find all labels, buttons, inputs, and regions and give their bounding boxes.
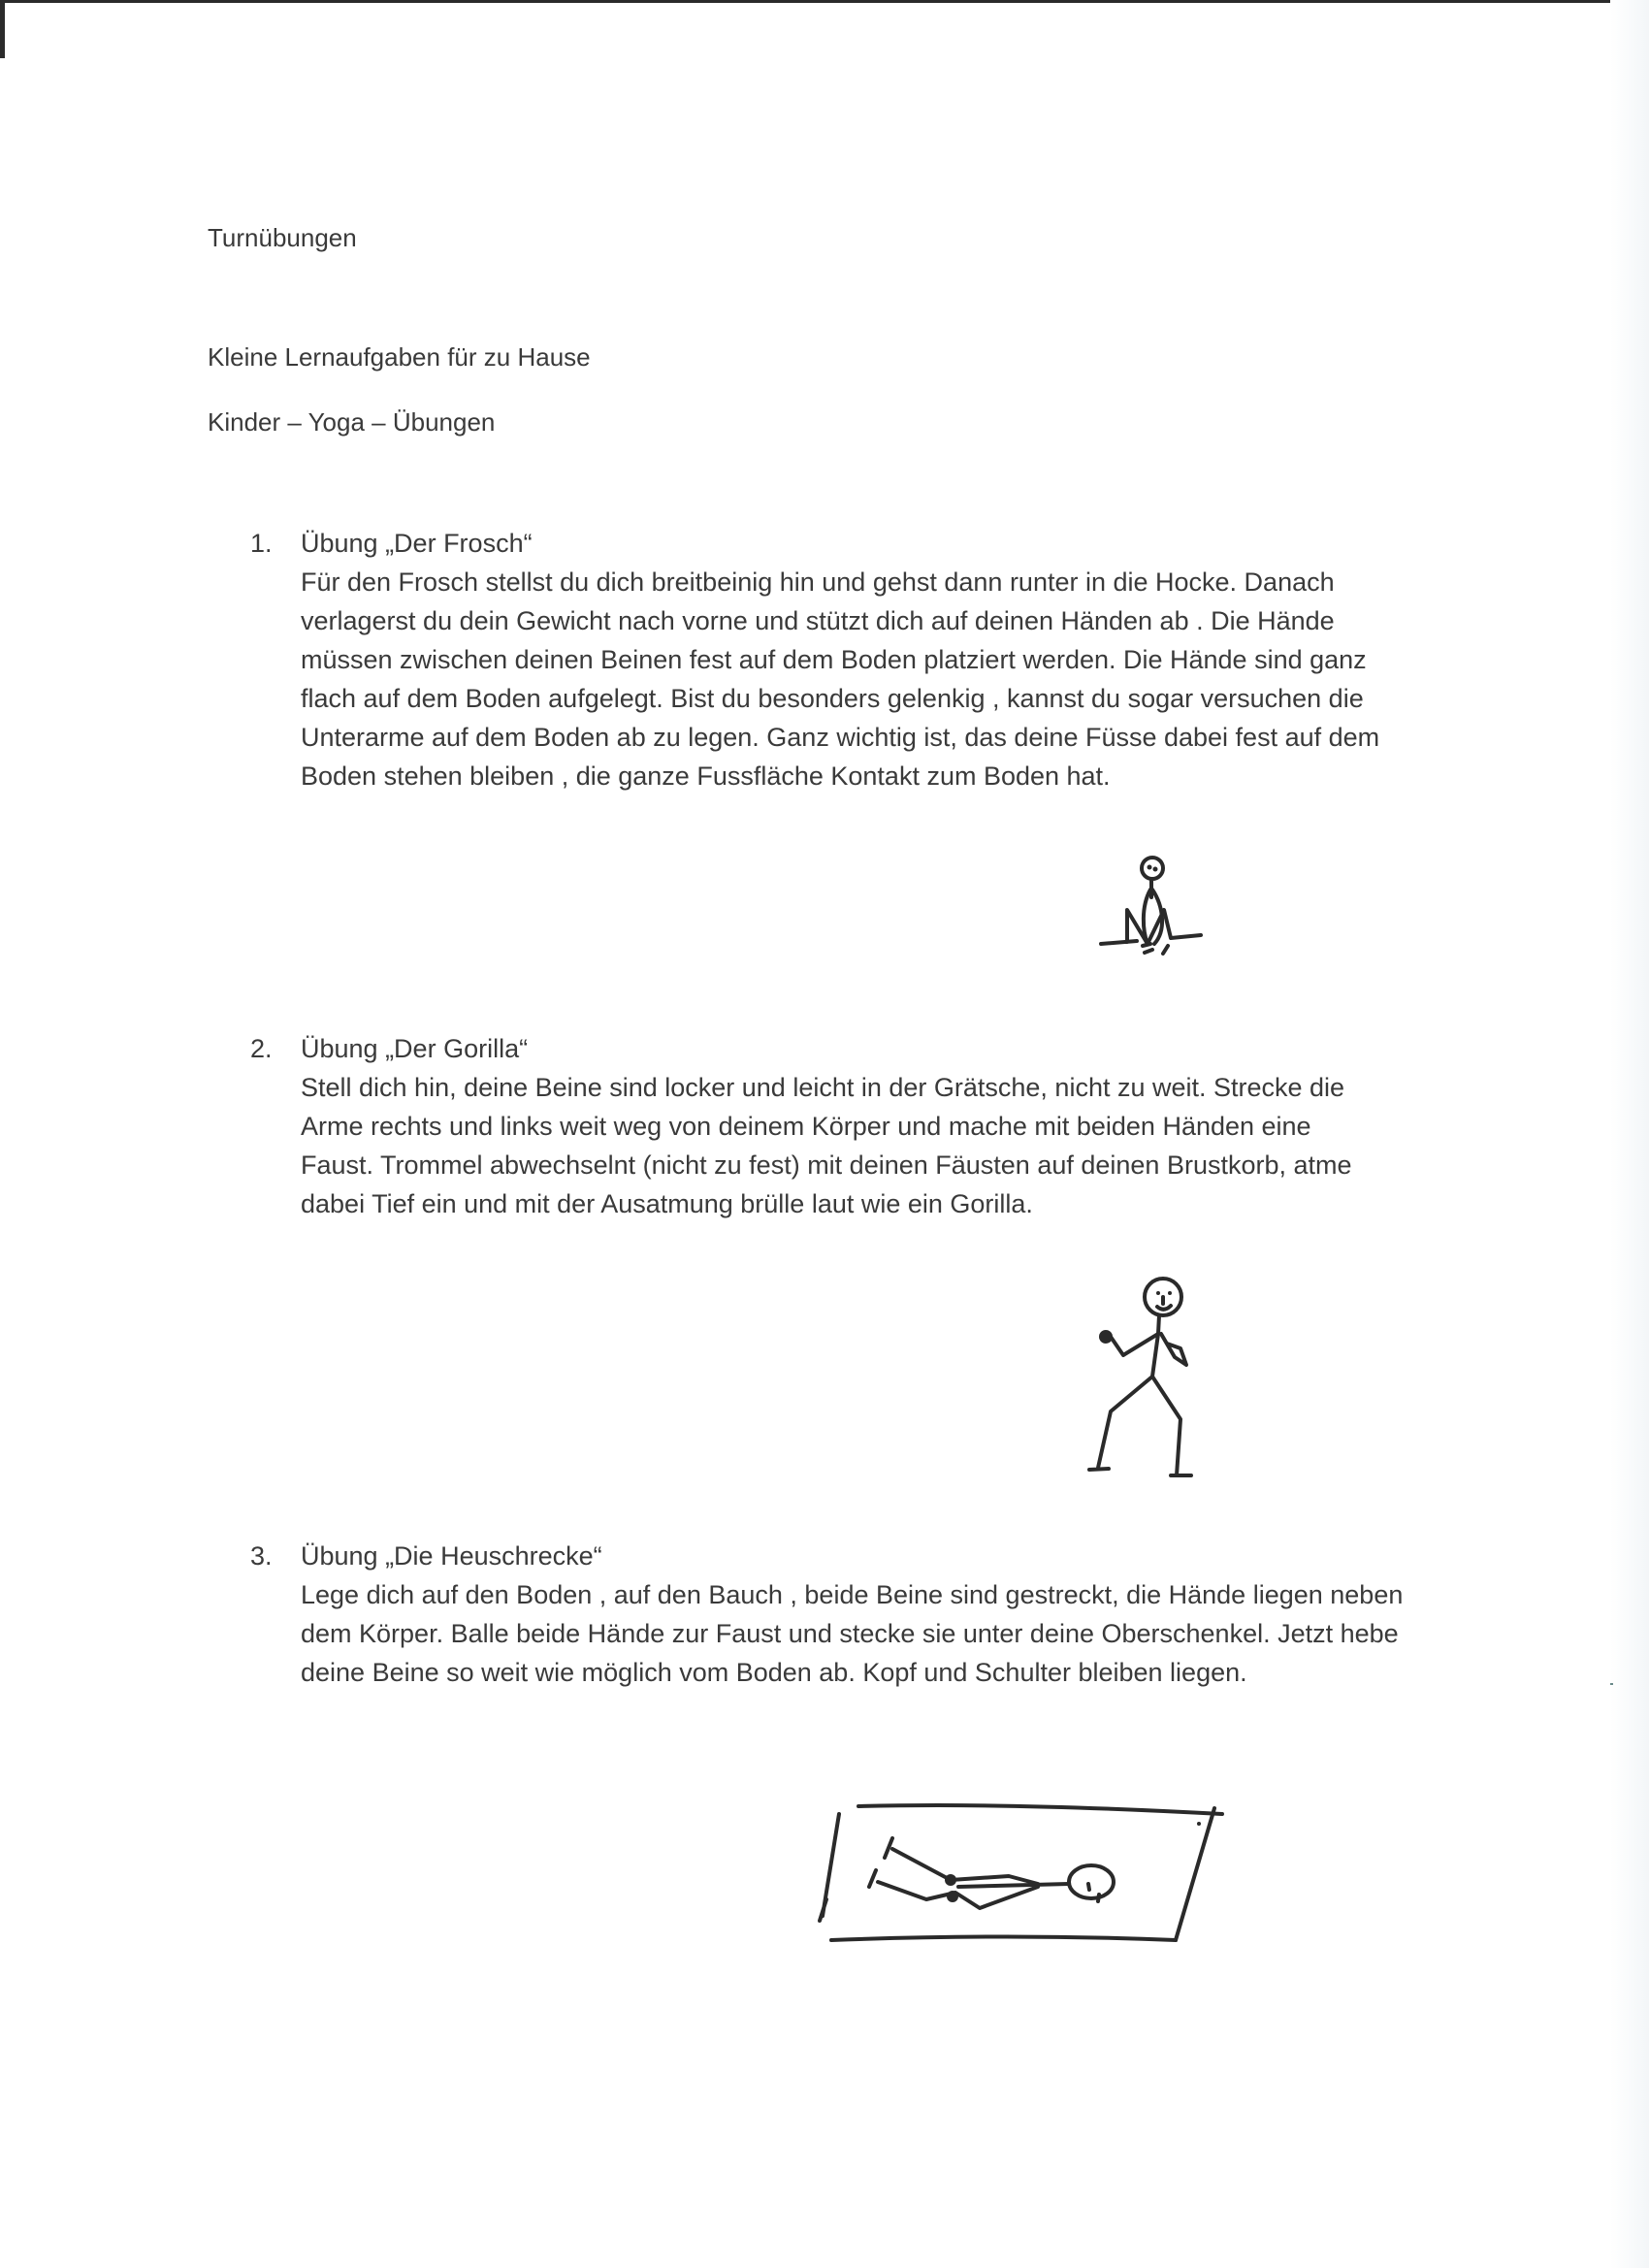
exercise-number: 3. — [250, 1541, 273, 1571]
yoga-mat-bottom-edge — [831, 1937, 1176, 1941]
figure-left-foot — [1145, 950, 1152, 953]
description-line: Stell dich hin, deine Beine sind locker und leicht in der Grätsche, nicht zu weit. Strecke die — [301, 1073, 1345, 1102]
figure-body — [958, 1884, 1069, 1887]
figure-left-leg — [1101, 910, 1201, 944]
figure-head — [1142, 858, 1163, 879]
scan-edge-top — [0, 0, 1649, 3]
yoga-mat-left-edge — [820, 1814, 839, 1921]
exercise-description — [301, 563, 1379, 795]
figure-fist — [945, 1874, 956, 1886]
exercise-title: Übung „Die Heuschrecke“ — [301, 1541, 602, 1571]
description-line: Lege dich auf den Boden , auf den Bauch , beide Beine sind gestreckt, die Hände liegen neben — [301, 1580, 1404, 1609]
figure-upper-leg — [892, 1849, 1038, 1884]
description-line: deine Beine so weit wie möglich vom Boden ab. Kopf und Schulter bleiben liegen. — [301, 1658, 1247, 1687]
description-line: dabei Tief ein und mit der Ausatmung brülle laut wie ein Gorilla. — [301, 1189, 1033, 1218]
figure-eye — [1156, 1291, 1160, 1295]
yoga-mat-right-edge — [1176, 1808, 1214, 1940]
figure-left-leg — [1089, 1377, 1152, 1470]
exercise-description — [301, 1068, 1352, 1223]
mat-mark — [1197, 1822, 1201, 1826]
figure-right-arm — [1161, 1334, 1186, 1365]
figure-eye — [1148, 865, 1152, 870]
figure-eye — [1153, 867, 1158, 872]
yoga-mat-top-edge — [858, 1805, 1222, 1814]
description-line: Arme rechts und links weit weg von deinem Körper und mache mit beiden Händen eine — [301, 1112, 1311, 1141]
figure-eye — [1168, 1291, 1172, 1295]
locust-pose-illustration — [815, 1795, 1232, 1960]
exercise-number: 1. — [250, 529, 273, 558]
description-line: flach auf dem Boden aufgelegt. Bist du besonders gelenkig , kannst du sogar versuchen die — [301, 684, 1364, 713]
exercise-title: Übung „Der Gorilla“ — [301, 1034, 529, 1063]
figure-foot — [869, 1870, 876, 1887]
description-line: Boden stehen bleiben , die ganze Fussfläche Kontakt zum Boden hat. — [301, 761, 1111, 791]
scan-edge-right — [1610, 0, 1649, 2268]
description-line: dem Körper. Balle beide Hände zur Faust und stecke sie unter deine Oberschenkel. Jetzt hebe — [301, 1619, 1399, 1648]
description-line: müssen zwischen deinen Beinen fest auf dem Boden platziert werden. Die Hände sind ganz — [301, 645, 1367, 674]
frog-pose-illustration — [1086, 849, 1203, 965]
figure-left-fist — [1099, 1330, 1113, 1344]
exercise-number: 2. — [250, 1034, 273, 1063]
exercise-title: Übung „Der Frosch“ — [301, 529, 533, 558]
section-heading: Kinder – Yoga – Übungen — [208, 407, 496, 437]
exercise-description — [301, 1575, 1403, 1692]
description-line: Faust. Trommel abwechselnt (nicht zu fest) mit deinen Fäusten auf deinen Brustkorb, atme — [301, 1150, 1352, 1180]
description-line: Unterarme auf dem Boden ab zu legen. Ganz wichtig ist, das deine Füsse dabei fest auf dem — [301, 723, 1380, 752]
scan-edge-left — [0, 0, 5, 58]
figure-neck-body — [1152, 1315, 1159, 1377]
gorilla-pose-illustration — [1082, 1276, 1198, 1479]
figure-right-leg — [1152, 1377, 1191, 1475]
figure-mouth — [1157, 1306, 1171, 1310]
figure-left-arm — [1111, 1334, 1158, 1355]
document-subtitle: Kleine Lernaufgaben für zu Hause — [208, 342, 591, 372]
description-line: Für den Frosch stellst du dich breitbeinig hin und gehst dann runter in die Hocke. Danach — [301, 567, 1335, 597]
figure-head — [1069, 1865, 1114, 1898]
description-line: verlagerst du dein Gewicht nach vorne und stützt dich auf deinen Händen ab . Die Hände — [301, 606, 1335, 635]
document-title: Turnübungen — [208, 223, 357, 252]
scan-speck — [1610, 1683, 1613, 1685]
figure-fist — [947, 1891, 958, 1902]
